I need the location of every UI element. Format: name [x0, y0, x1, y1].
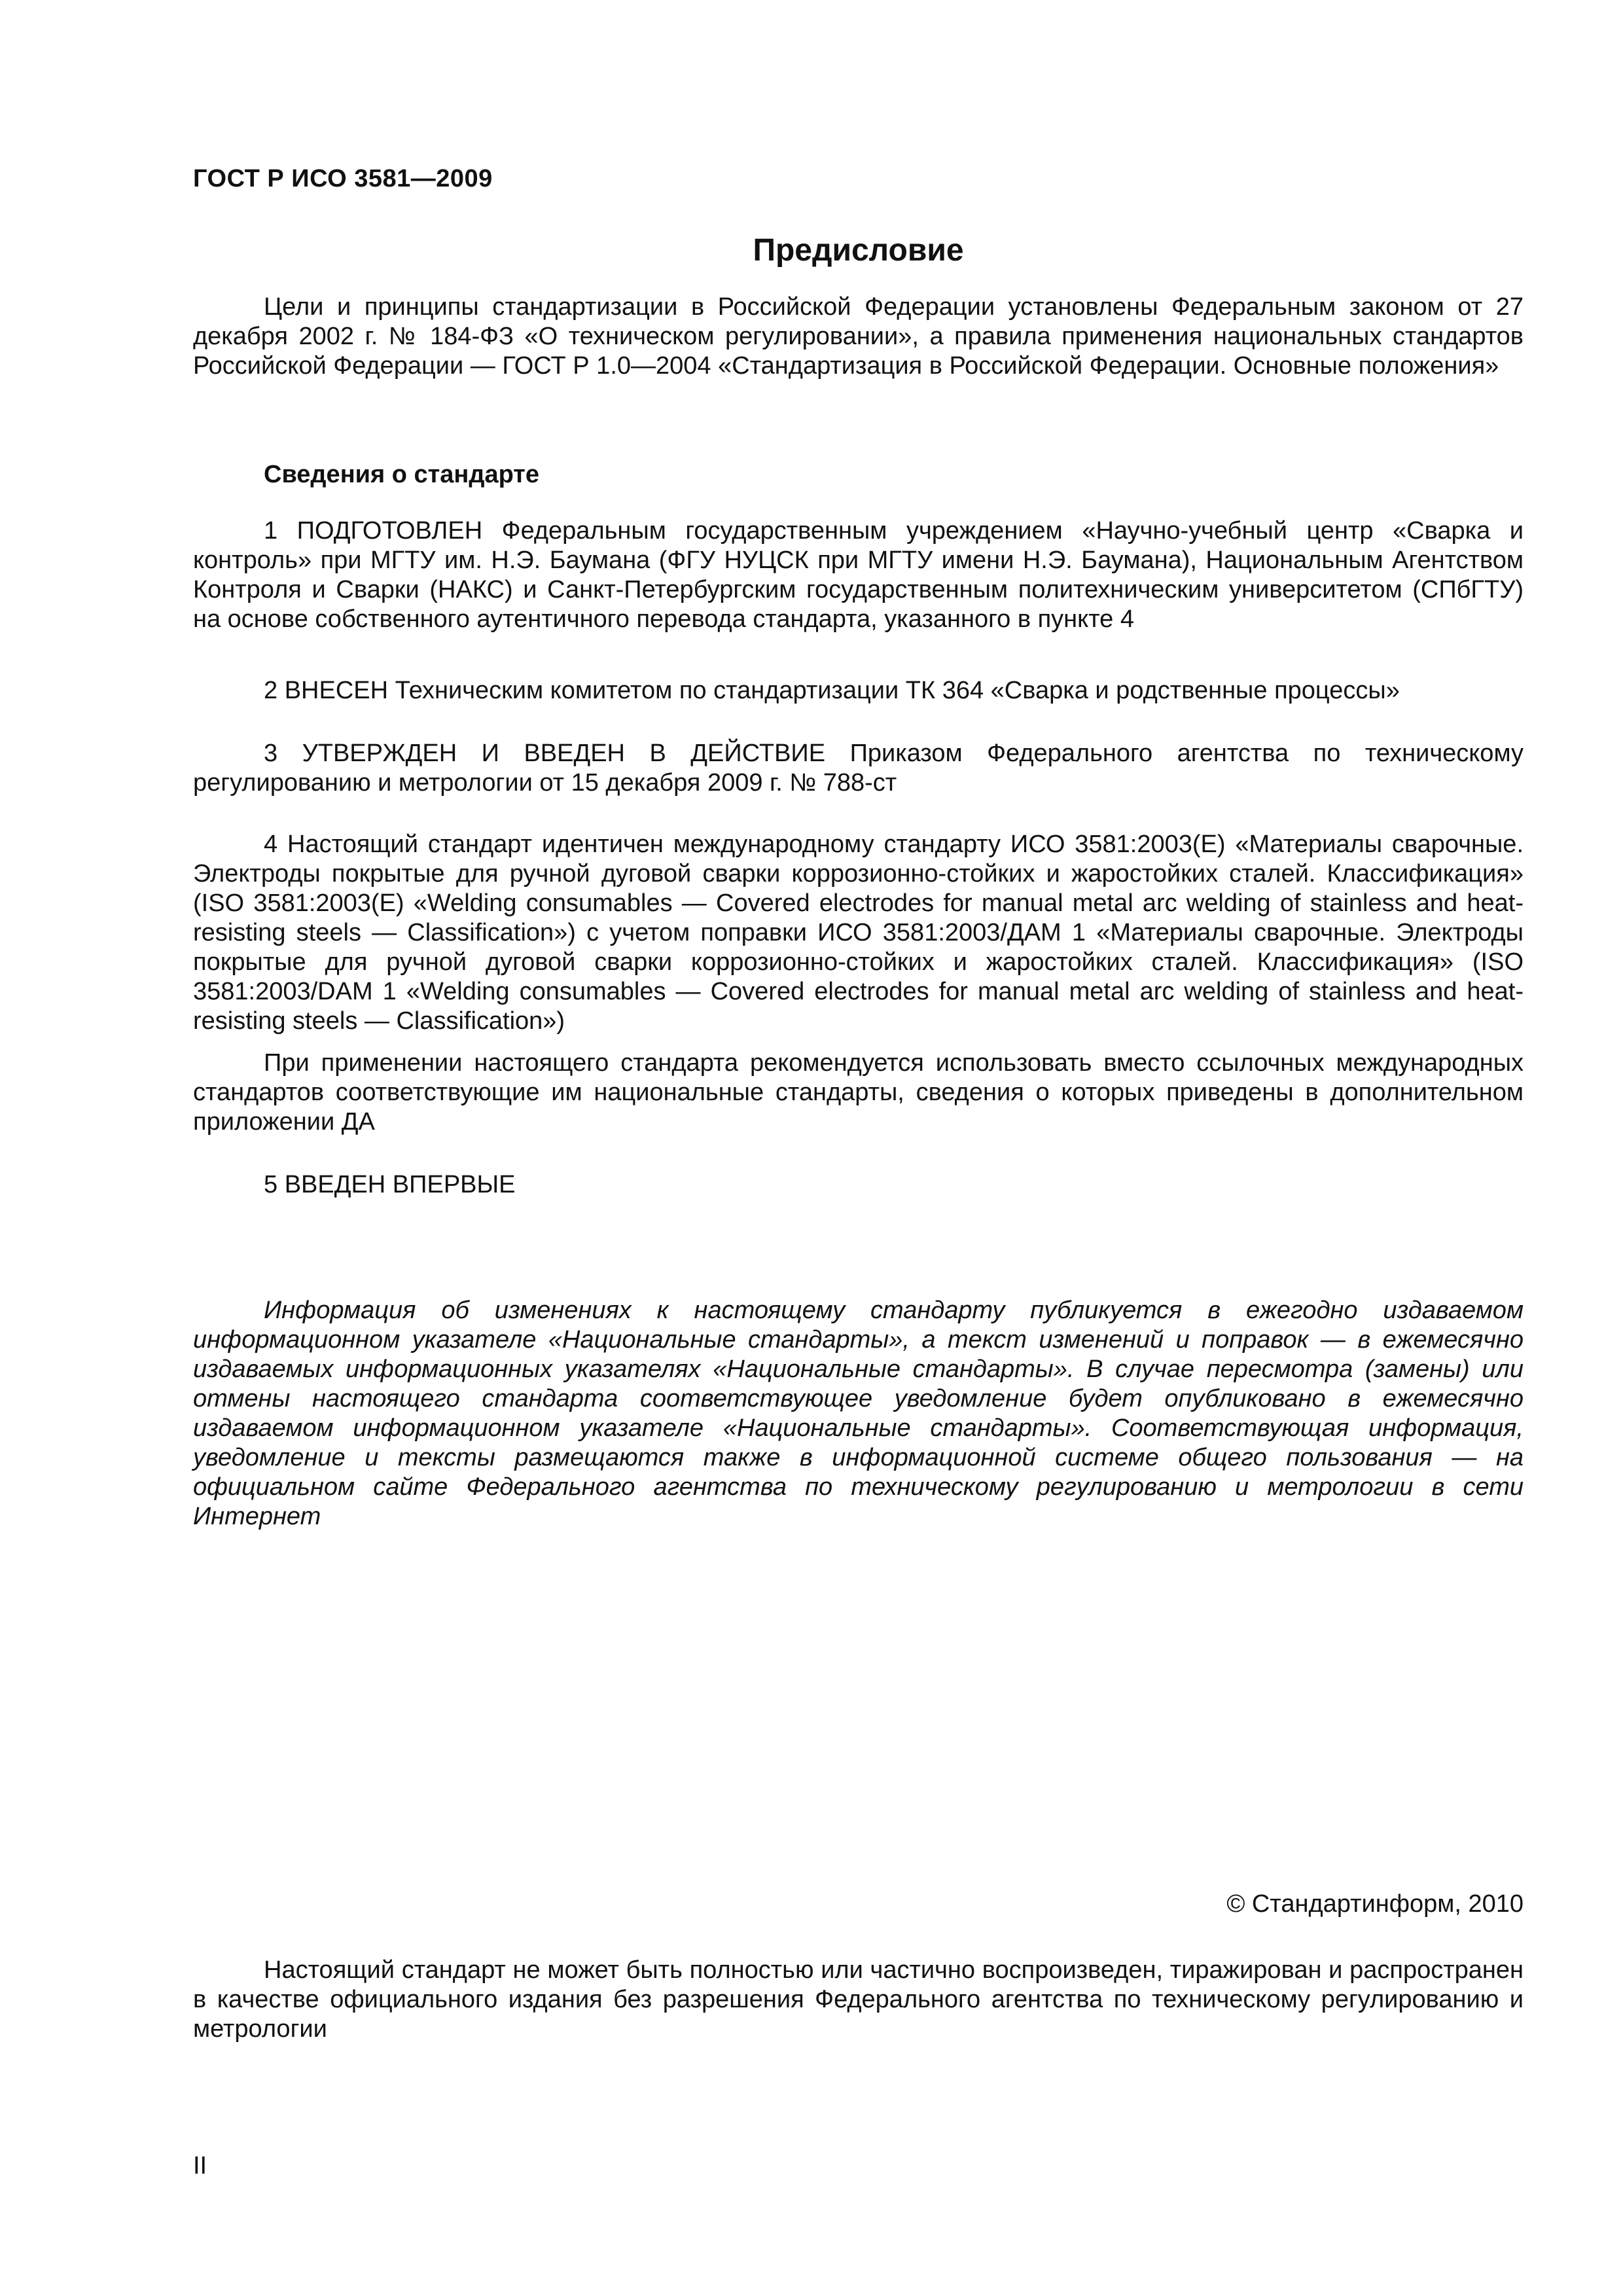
- amendments-notice: Информация об изменениях к настоящему стандарту публикуется в ежегодно издаваемом информационном указателе «Национальные стандарты», а текст изменений и поправок — в ежемесячно издаваемых информационных указателях «Национальные стандарты». В случае пересмотра (замены) или отмены настоящего стандарта соответствующее уведомление будет опубликовано в ежемесячно издаваемом информационном указателе «Национальные стандарты». Соответствующая информация, уведомление и тексты размещаются также в информационной системе общего пользования — на официальном сайте Федерального агентства по техническому регулированию и метрологии в сети Интернет: [193, 1297, 1524, 1530]
- item-1-paragraph: 1 ПОДГОТОВЛЕН Федеральным государственным учреждением «Научно-учебный центр «Сварка и контроль» при МГТУ им. Н.Э. Баумана (ФГУ НУЦСК при МГТУ имени Н.Э. Баумана), Национальным Агентством Контроля и Сварки (НАКС) и Санкт-Петербургским государственным политехническим университетом (СПбГТУ) на основе собственного аутентичного перевода стандарта, указанного в пункте 4: [193, 517, 1524, 633]
- page-title: Предисловие: [753, 233, 964, 268]
- copyright-line: © Стандартинформ, 2010: [1226, 1890, 1524, 1918]
- intro-paragraph: Цели и принципы стандартизации в Российской Федерации установлены Федеральным законом от 27 декабря 2002 г. № 184-ФЗ «О техническом регулировании», а правила применения национальных стандартов Российской Федерации — ГОСТ Р 1.0—2004 «Стандартизация в Российской Федерации. Основные положения»: [193, 293, 1524, 380]
- item-5-paragraph: 5 ВВЕДЕН ВПЕРВЫЕ: [264, 1171, 516, 1198]
- item-2-paragraph: 2 ВНЕСЕН Техническим комитетом по стандартизации ТК 364 «Сварка и родственные процессы»: [264, 677, 1400, 704]
- info-heading: Сведения о стандарте: [264, 461, 540, 488]
- item-4-paragraph: 4 Настоящий стандарт идентичен международному стандарту ИСО 3581:2003(E) «Материалы сварочные. Электроды покрытые для ручной дуговой сварки коррозионно-стойких и жаростойких сталей. Классификация» (ISO 3581:2003(E) «Welding consumables — Covered electrodes for manual metal arc welding of stainless and heat-resisting steels — Classification») с учетом поправки ИСО 3581:2003/ДАМ 1 «Материалы сварочные. Электроды покрытые для ручной дуговой сварки коррозионно-стойких и жаростойких сталей. Классификация» (ISO 3581:2003/DAM 1 «Welding consumables — Covered electrodes for manual metal arc welding of stainless and heat-resisting steels — Classification»): [193, 831, 1524, 1035]
- document-code: ГОСТ Р ИСО 3581—2009: [193, 165, 493, 192]
- item-3-paragraph: 3 УТВЕРЖДЕН И ВВЕДЕН В ДЕЙСТВИЕ Приказом Федерального агентства по техническому регулированию и метрологии от 15 декабря 2009 г. № 788-ст: [193, 740, 1524, 797]
- reproduction-notice: Настоящий стандарт не может быть полностью или частично воспроизведен, тиражирован и распространен в качестве официального издания без разрешения Федерального агентства по техническому регулированию и метрологии: [193, 1956, 1524, 2043]
- page-number: II: [193, 2152, 207, 2179]
- item-4-note-paragraph: При применении настоящего стандарта рекомендуется использовать вместо ссылочных международных стандартов соответствующие им национальные стандарты, сведения о которых приведены в дополнительном приложении ДА: [193, 1049, 1524, 1136]
